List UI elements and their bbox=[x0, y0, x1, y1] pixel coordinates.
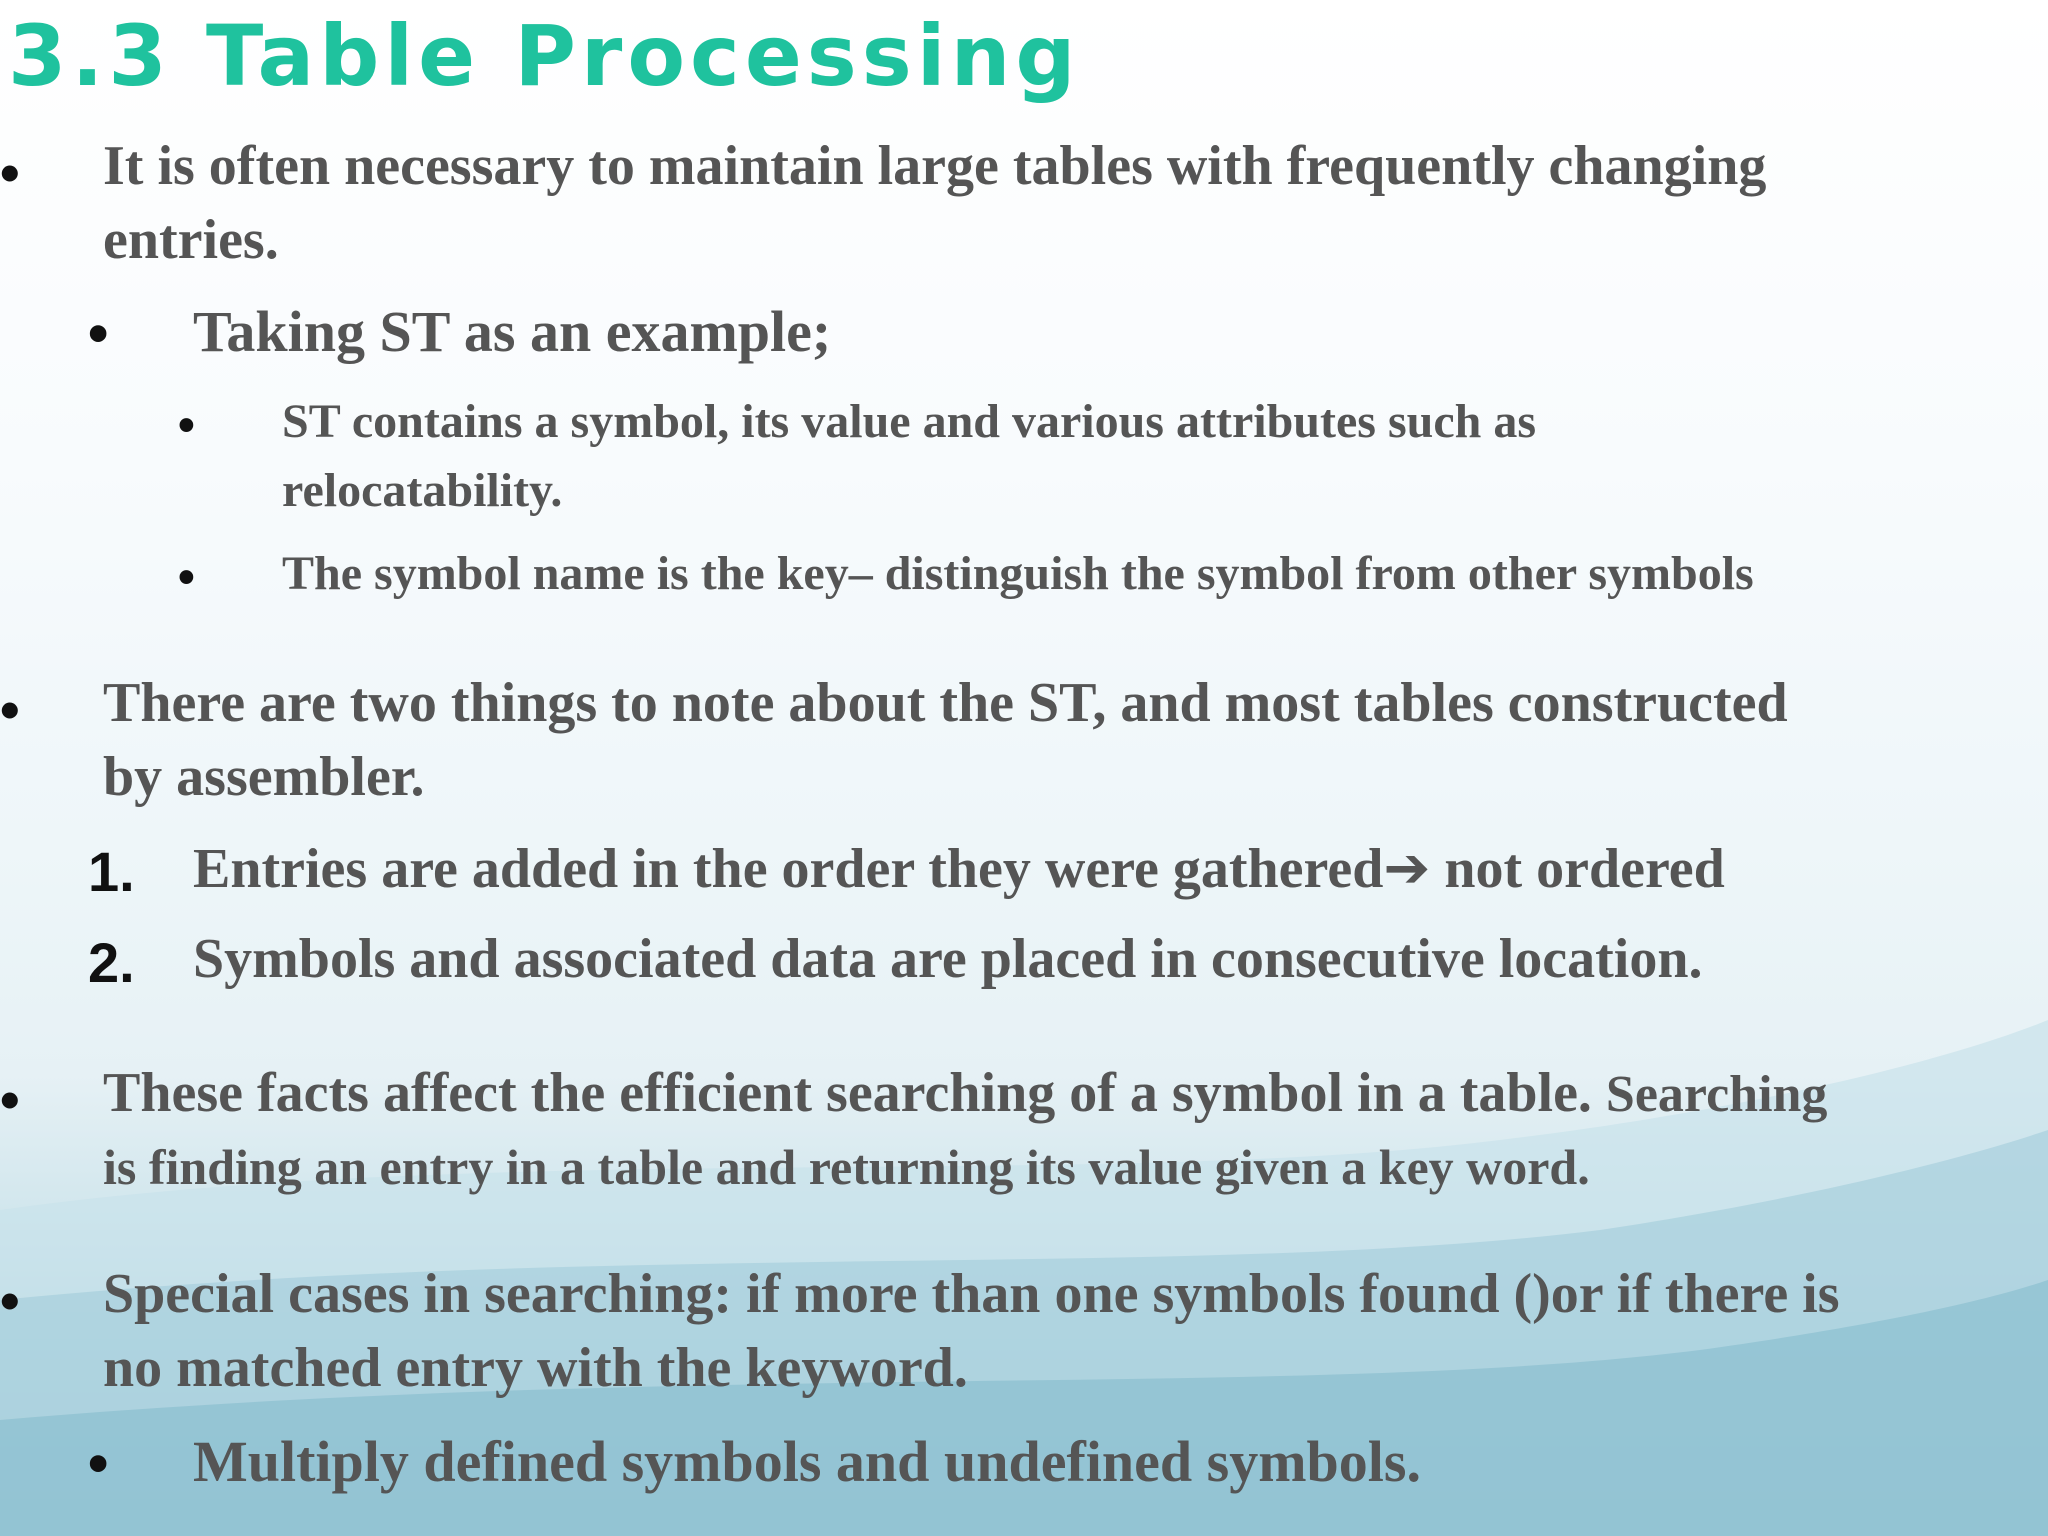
slide-title: 3.3 Table Processing bbox=[8, 7, 1081, 105]
bullet-icon: • bbox=[178, 551, 195, 604]
paragraph-3-line-1-main: These facts affect the efficient searching of a symbol in a table. bbox=[103, 1062, 1606, 1124]
paragraph-1-subsub-1-line-2: relocatability. bbox=[282, 464, 563, 517]
paragraph-4-sub: Multiply defined symbols and undefined symbols. bbox=[193, 1429, 1421, 1494]
bullet-icon: • bbox=[0, 678, 20, 741]
paragraph-1-subsub-2: The symbol name is the key– distinguish the symbol from other symbols bbox=[282, 547, 1754, 600]
paragraph-3-line-1 bbox=[103, 1061, 1827, 1125]
paragraph-2-line-1: There are two things to note about the ST, and most tables constructed bbox=[103, 672, 1788, 734]
paragraph-1-subsub-1-line-1: ST contains a symbol, its value and various attributes such as bbox=[282, 395, 1536, 448]
right-arrow-icon: ➔ bbox=[1383, 836, 1431, 901]
bullet-icon: • bbox=[0, 141, 20, 204]
bullet-icon: • bbox=[0, 1269, 20, 1332]
bullet-icon: • bbox=[88, 301, 109, 366]
numbered-item-1-suffix: not ordered bbox=[1444, 838, 1725, 900]
bullet-icon: • bbox=[178, 399, 195, 452]
paragraph-4-line-2: no matched entry with the keyword. bbox=[103, 1337, 968, 1399]
paragraph-1-line-1: It is often necessary to maintain large tables with frequently changing bbox=[103, 135, 1767, 197]
list-number: 1. bbox=[88, 840, 135, 903]
paragraph-1-sub: Taking ST as an example; bbox=[193, 299, 832, 364]
list-number: 2. bbox=[88, 931, 135, 994]
bullet-icon: • bbox=[0, 1068, 20, 1131]
numbered-item-1-text: Entries are added in the order they were gathered bbox=[193, 838, 1384, 900]
paragraph-4-line-1: Special cases in searching: if more than one symbols found ()or if there is bbox=[103, 1263, 1840, 1325]
paragraph-3-line-2: is finding an entry in a table and returning its value given a key word. bbox=[103, 1139, 1590, 1195]
numbered-item-1 bbox=[193, 836, 1725, 901]
bullet-icon: • bbox=[88, 1431, 109, 1496]
numbered-item-2: Symbols and associated data are placed in consecutive location. bbox=[193, 928, 1703, 990]
paragraph-1-line-2: entries. bbox=[103, 209, 279, 271]
paragraph-3-line-1-tail: Searching bbox=[1605, 1066, 1828, 1123]
paragraph-2-line-2: by assembler. bbox=[103, 746, 425, 808]
